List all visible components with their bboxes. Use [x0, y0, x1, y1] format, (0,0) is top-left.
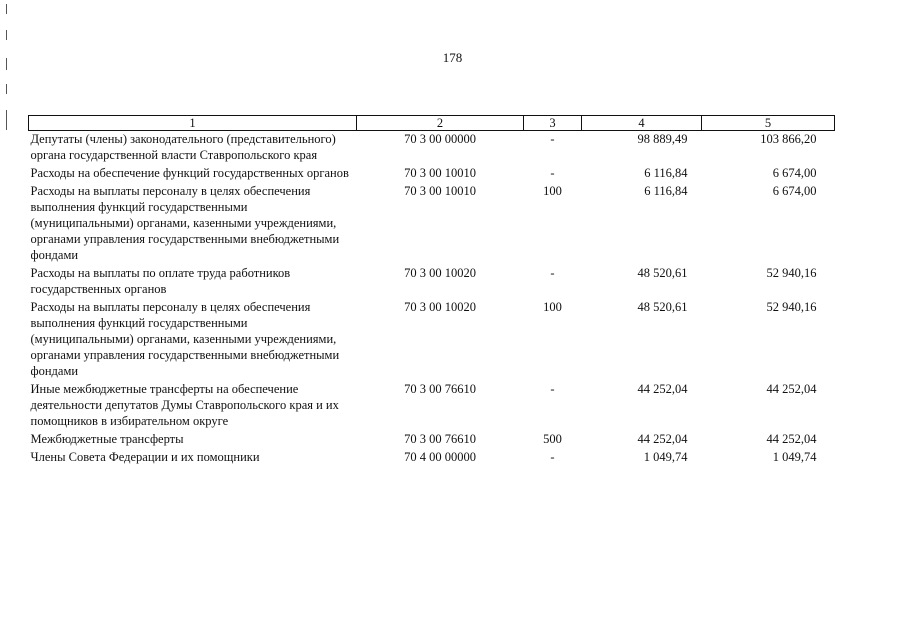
row-code: 70 3 00 76610	[404, 382, 476, 396]
row-value-5: 44 252,04	[766, 382, 817, 396]
row-expense-type: 100	[543, 300, 562, 314]
row-value-4: 1 049,74	[643, 450, 688, 464]
row-expense-type: -	[550, 132, 555, 146]
row-value-4: 44 252,04	[637, 382, 688, 396]
row-value-5: 44 252,04	[766, 432, 817, 446]
page-number: 178	[442, 50, 463, 65]
row-name: Расходы на выплаты по оплате труда работников государственных органов	[30, 266, 291, 296]
column-header-2: 2	[357, 116, 524, 131]
row-value-5: 52 940,16	[766, 266, 817, 280]
row-value-5: 1 049,74	[772, 450, 817, 464]
row-value-4: 48 520,61	[637, 300, 688, 314]
row-value-5: 6 674,00	[772, 166, 817, 180]
row-value-5: 6 674,00	[772, 184, 817, 198]
row-name: Члены Совета Федерации и их помощники	[30, 450, 260, 464]
table-row	[29, 299, 835, 381]
table-row	[29, 183, 835, 265]
row-code: 70 3 00 10020	[404, 266, 476, 280]
row-code: 70 3 00 10010	[404, 166, 476, 180]
row-name: Расходы на выплаты персоналу в целях обеспечения выполнения функций государственными (муниципальными) органами, казенными учреждениями, органами управления государственными внебюджетными фондами	[30, 184, 340, 262]
row-expense-type: 100	[543, 184, 562, 198]
row-name: Расходы на обеспечение функций государственных органов	[30, 166, 349, 180]
scan-edge-mark	[6, 4, 7, 14]
table-row	[29, 431, 835, 449]
row-code: 70 3 00 10020	[404, 300, 476, 314]
row-name: Депутаты (члены) законодательного (представительного) органа государственной власти Ставропольского края	[30, 132, 336, 162]
row-value-4: 98 889,49	[637, 132, 688, 146]
row-name: Расходы на выплаты персоналу в целях обеспечения выполнения функций государственными (муниципальными) органами, казенными учреждениями, органами управления государственными внебюджетными фондами	[30, 300, 340, 378]
row-value-4: 6 116,84	[644, 166, 688, 180]
row-value-5: 103 866,20	[760, 132, 817, 146]
table-row	[29, 381, 835, 431]
scan-edge-mark	[6, 30, 7, 40]
row-expense-type: 500	[543, 432, 562, 446]
row-name: Межбюджетные трансферты	[30, 432, 184, 446]
table-row	[29, 449, 835, 467]
row-code: 70 3 00 00000	[404, 132, 476, 146]
row-value-4: 44 252,04	[637, 432, 688, 446]
row-value-4: 48 520,61	[637, 266, 688, 280]
column-header-1: 1	[29, 116, 357, 131]
row-expense-type: -	[550, 266, 555, 280]
budget-table	[28, 115, 835, 467]
table-row	[29, 165, 835, 183]
table-header-row	[29, 116, 835, 131]
column-header-3: 3	[524, 116, 582, 131]
row-value-5: 52 940,16	[766, 300, 817, 314]
table-row	[29, 265, 835, 299]
row-name: Иные межбюджетные трансферты на обеспечение деятельности депутатов Думы Ставропольского края и их помощников в избирательном округе	[30, 382, 339, 428]
row-expense-type: -	[550, 166, 555, 180]
scan-edge-mark	[6, 84, 7, 94]
row-code: 70 3 00 76610	[404, 432, 476, 446]
scan-edge-mark	[6, 110, 7, 130]
row-code: 70 3 00 10010	[404, 184, 476, 198]
table-row	[29, 131, 835, 166]
row-expense-type: -	[550, 450, 555, 464]
row-value-4: 6 116,84	[644, 184, 688, 198]
column-header-4: 4	[582, 116, 702, 131]
row-expense-type: -	[550, 382, 555, 396]
row-code: 70 4 00 00000	[404, 450, 476, 464]
column-header-5: 5	[702, 116, 835, 131]
